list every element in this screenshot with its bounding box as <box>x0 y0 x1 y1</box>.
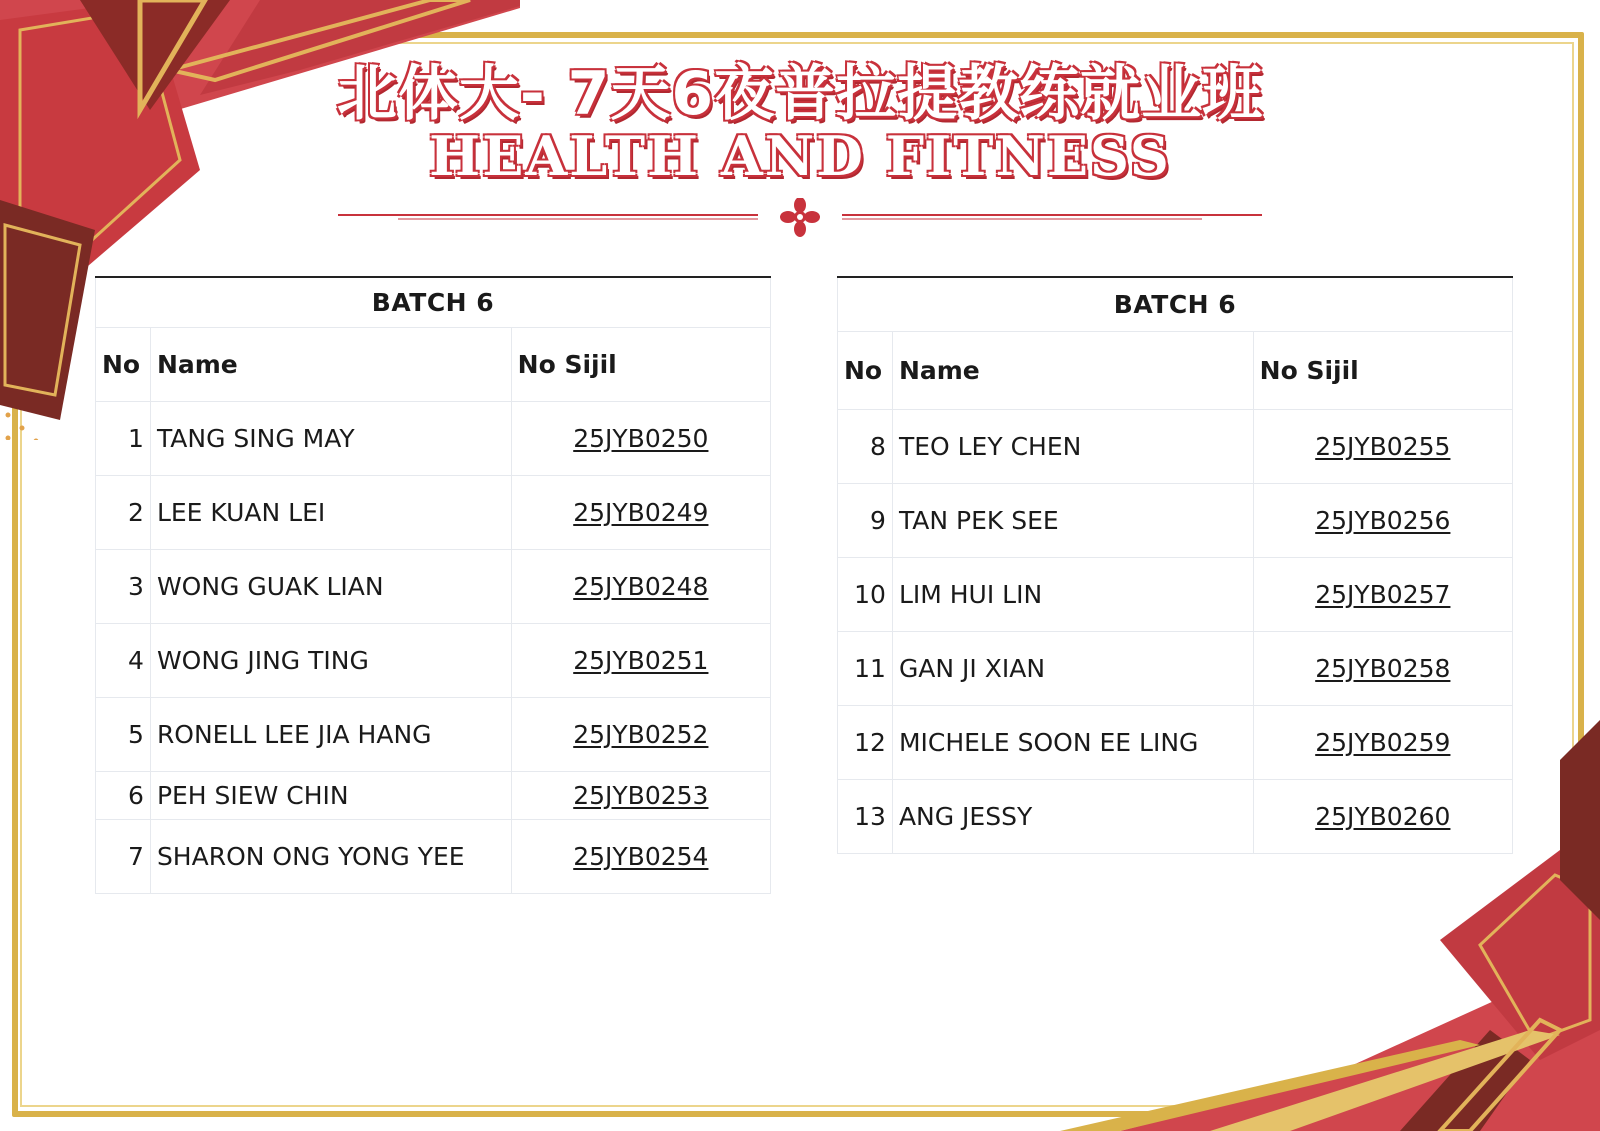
table-row <box>96 819 771 893</box>
row-number: 3 <box>96 549 151 623</box>
certificate-link[interactable]: 25JYB0259 <box>1315 727 1451 757</box>
row-number: 7 <box>96 819 151 893</box>
table-row <box>96 475 771 549</box>
certificate-link[interactable]: 25JYB0257 <box>1315 579 1451 609</box>
table-row <box>96 771 771 819</box>
participant-name: TEO LEY CHEN <box>892 409 1253 483</box>
batch-title: BATCH 6 <box>96 277 771 327</box>
participant-name: ANG JESSY <box>892 779 1253 853</box>
certificate-link[interactable]: 25JYB0255 <box>1315 431 1451 461</box>
participant-name: MICHELE SOON EE LING <box>892 705 1253 779</box>
column-header-no: No <box>96 327 151 401</box>
participant-name: LEE KUAN LEI <box>150 475 511 549</box>
certificate-link[interactable]: 25JYB0253 <box>573 780 709 810</box>
certificate-link[interactable]: 25JYB0256 <box>1315 505 1451 535</box>
certificate-link[interactable]: 25JYB0254 <box>573 841 709 871</box>
table-row <box>96 623 771 697</box>
participant-name: TANG SING MAY <box>150 401 511 475</box>
column-header-name: Name <box>892 331 1253 409</box>
row-number: 9 <box>838 483 893 557</box>
participant-name: LIM HUI LIN <box>892 557 1253 631</box>
table-row <box>838 483 1513 557</box>
certificate-link[interactable]: 25JYB0248 <box>573 571 709 601</box>
row-number: 4 <box>96 623 151 697</box>
row-number: 8 <box>838 409 893 483</box>
batch-table-right <box>837 276 1513 854</box>
row-number: 6 <box>96 771 151 819</box>
row-number: 2 <box>96 475 151 549</box>
certificate-link[interactable]: 25JYB0252 <box>573 719 709 749</box>
column-header-cert: No Sijil <box>511 327 770 401</box>
column-header-cert: No Sijil <box>1253 331 1512 409</box>
page-title-english: HEALTH AND FITNESS <box>429 124 1171 188</box>
row-number: 5 <box>96 697 151 771</box>
ornament-divider <box>338 198 1262 238</box>
table-row <box>96 697 771 771</box>
table-row <box>838 779 1513 853</box>
row-number: 12 <box>838 705 893 779</box>
certificate-link[interactable]: 25JYB0258 <box>1315 653 1451 683</box>
page-title-chinese: 北体大- 7天6夜普拉提教练就业班 <box>336 59 1264 129</box>
participant-name: RONELL LEE JIA HANG <box>150 697 511 771</box>
row-number: 13 <box>838 779 893 853</box>
batch-table-left <box>95 276 771 894</box>
table-row <box>838 705 1513 779</box>
row-number: 1 <box>96 401 151 475</box>
column-header-name: Name <box>150 327 511 401</box>
row-number: 11 <box>838 631 893 705</box>
certificate-link[interactable]: 25JYB0250 <box>573 423 709 453</box>
participant-name: TAN PEK SEE <box>892 483 1253 557</box>
participant-name: WONG JING TING <box>150 623 511 697</box>
certificate-link[interactable]: 25JYB0260 <box>1315 801 1451 831</box>
table-row <box>838 409 1513 483</box>
participant-name: GAN JI XIAN <box>892 631 1253 705</box>
table-row <box>96 549 771 623</box>
certificate-link[interactable]: 25JYB0251 <box>573 645 709 675</box>
participant-name: PEH SIEW CHIN <box>150 771 511 819</box>
table-row <box>838 631 1513 705</box>
certificate-link[interactable]: 25JYB0249 <box>573 497 709 527</box>
table-row <box>96 401 771 475</box>
participant-name: WONG GUAK LIAN <box>150 549 511 623</box>
column-header-no: No <box>838 331 893 409</box>
table-row <box>838 557 1513 631</box>
participant-name: SHARON ONG YONG YEE <box>150 819 511 893</box>
row-number: 10 <box>838 557 893 631</box>
batch-title: BATCH 6 <box>838 277 1513 331</box>
